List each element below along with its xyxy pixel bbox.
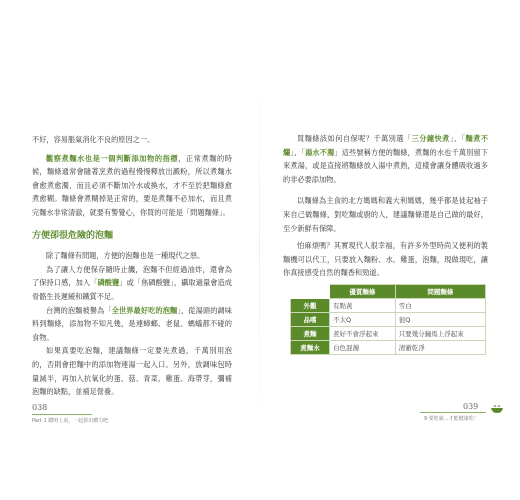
left-page-number: 038 xyxy=(32,403,48,412)
left-paragraph-1: 不好，容易脹氣消化不良的原因之一。 xyxy=(32,135,155,144)
table-row xyxy=(291,313,486,327)
table-cell-good: 不太Q xyxy=(330,313,396,327)
table-cell-bad: 清澈乾淨 xyxy=(395,341,485,355)
left-paragraph-2-highlight: 觀察煮麵水也是一個判斷添加物的指標 xyxy=(46,153,179,163)
left-paragraph-4 xyxy=(32,263,232,304)
left-text-column xyxy=(32,133,232,399)
right-page-number: 039 xyxy=(463,402,479,411)
left-paragraph-5 xyxy=(32,304,232,345)
table-row-label: 品嚐 xyxy=(291,313,330,327)
left-paragraph-2 xyxy=(32,152,232,220)
right-paragraph-1-c: 」、「 xyxy=(290,147,306,157)
table-header-good: 優質麵條 xyxy=(330,285,396,299)
left-folio-rule xyxy=(32,414,92,415)
right-folio-rule xyxy=(420,412,486,413)
left-paragraph-2-text: ，正常煮麵的時候，麵條通常會隨著烹煮的過程慢慢釋放出澱粉，所以煮麵水會愈煮愈濁，而且必須不斷加冷水或換水，才不至於把麵條愈煮愈糊。麵條會煮糊掉是正常的，要是煮麵不必加水，而且煮完麵水非常清澈，就要有警覺心，你買的可能是「問題麵條」。 xyxy=(32,153,232,217)
table-header-corner xyxy=(291,285,330,299)
table-cell-good: 白色混濁 xyxy=(330,341,396,355)
left-running-footer: Part 1 聰明上桌，一起拼出體力吧 xyxy=(32,418,109,424)
right-paragraph-1-highlight-3: 湯水不濁 xyxy=(305,147,335,157)
table-row-label: 煮麵水 xyxy=(291,341,330,355)
table-row-label: 外觀 xyxy=(291,299,330,313)
right-text-column xyxy=(283,132,488,280)
left-paragraph-6: 如果真要吃泡麵，建議麵條一定要先煮過，千萬別用泡的，否則會把麵中的添加物連湯一起入口。另外，放調味包時量減半，再加入抗氧化的蛋、菇、青菜、雞蛋、海帶芽，彌補泡麵的缺點，並補足營養。 xyxy=(32,346,232,397)
left-paragraph-4-b: 」或「焦磷酸鹽」，攝取過量會造成骨骼生長遲緩和鐵質不足。 xyxy=(32,278,232,301)
right-paragraph-1 xyxy=(283,132,488,186)
table-row xyxy=(291,327,486,341)
left-paragraph-4-a: 為了讓人方便保存隨時止饑，泡麵不但經過油炸，還會為了保持口感，加入「 xyxy=(32,264,232,288)
left-paragraph-3: 除了麵條有問題，方便的泡麵也是一種現代之惡。 xyxy=(46,251,205,261)
left-paragraph-5-b: 」，從湯頭的調味料到麵條，添加物不知凡幾，是連蟑螂、老鼠、螞蟻都不碰的食物。 xyxy=(32,305,232,342)
right-paragraph-1-highlight-2: 麵煮不爛 xyxy=(283,134,488,157)
bowl-icon xyxy=(490,404,504,414)
right-paragraph-1-a: 買麵條該如何自保呢？千萬別選「 xyxy=(297,134,412,143)
right-paragraph-1-highlight-1: 三分鐘快煮 xyxy=(411,134,450,143)
table-cell-bad: 很Q xyxy=(395,313,485,327)
right-paragraph-1-b: 」、「 xyxy=(449,134,466,143)
table-cell-good: 煮好不會浮起來 xyxy=(330,327,396,341)
table-row-label: 煮麵 xyxy=(291,327,330,341)
table-header-bad: 問題麵條 xyxy=(395,285,485,299)
left-paragraph-5-a: 台灣的泡麵被譽為「 xyxy=(46,305,112,315)
book-gutter xyxy=(259,70,260,430)
table-header-row xyxy=(291,285,486,299)
section-heading: 方便卻很危險的泡麵 xyxy=(32,230,114,241)
table-cell-good: 有點黃 xyxy=(330,299,396,313)
table-row xyxy=(291,299,486,313)
right-paragraph-1-d: 」這些號稱方便的麵條，煮麵的水也千萬別留下來煮湯，或是直接將麵條放入湯中煮熟，這樣會讓身體吸收過多的非必要添加物。 xyxy=(283,147,488,184)
table-row xyxy=(291,341,486,355)
right-running-footer: 9 要吃就…才能健康吃！ xyxy=(424,416,479,422)
left-paragraph-5-highlight: 全世界最好吃的泡麵 xyxy=(111,305,178,315)
left-paragraph-4-highlight: 磷酸鹽 xyxy=(97,278,120,288)
table-cell-bad: 只要幾分鐘馬上浮起來 xyxy=(395,327,485,341)
table-cell-bad: 雪白 xyxy=(395,299,485,313)
right-paragraph-2: 以麵條為主食的北方媽媽和義大利媽媽，幾乎都是徒起袖子來自己做麵條，對吃麵或廚的人，建議麵條還是自己做的最好，至少新鮮有保障。 xyxy=(283,196,488,233)
noodle-comparison-table xyxy=(290,284,486,355)
right-paragraph-3: 怕麻煩嗎？其實現代人很幸福，有許多外型時尚又便利的製麵機可以代工，只要放入麵粉、水、雞蛋，泡麵，現做現吃，讓你真接感受自然的麵香和勁道。 xyxy=(283,241,488,278)
